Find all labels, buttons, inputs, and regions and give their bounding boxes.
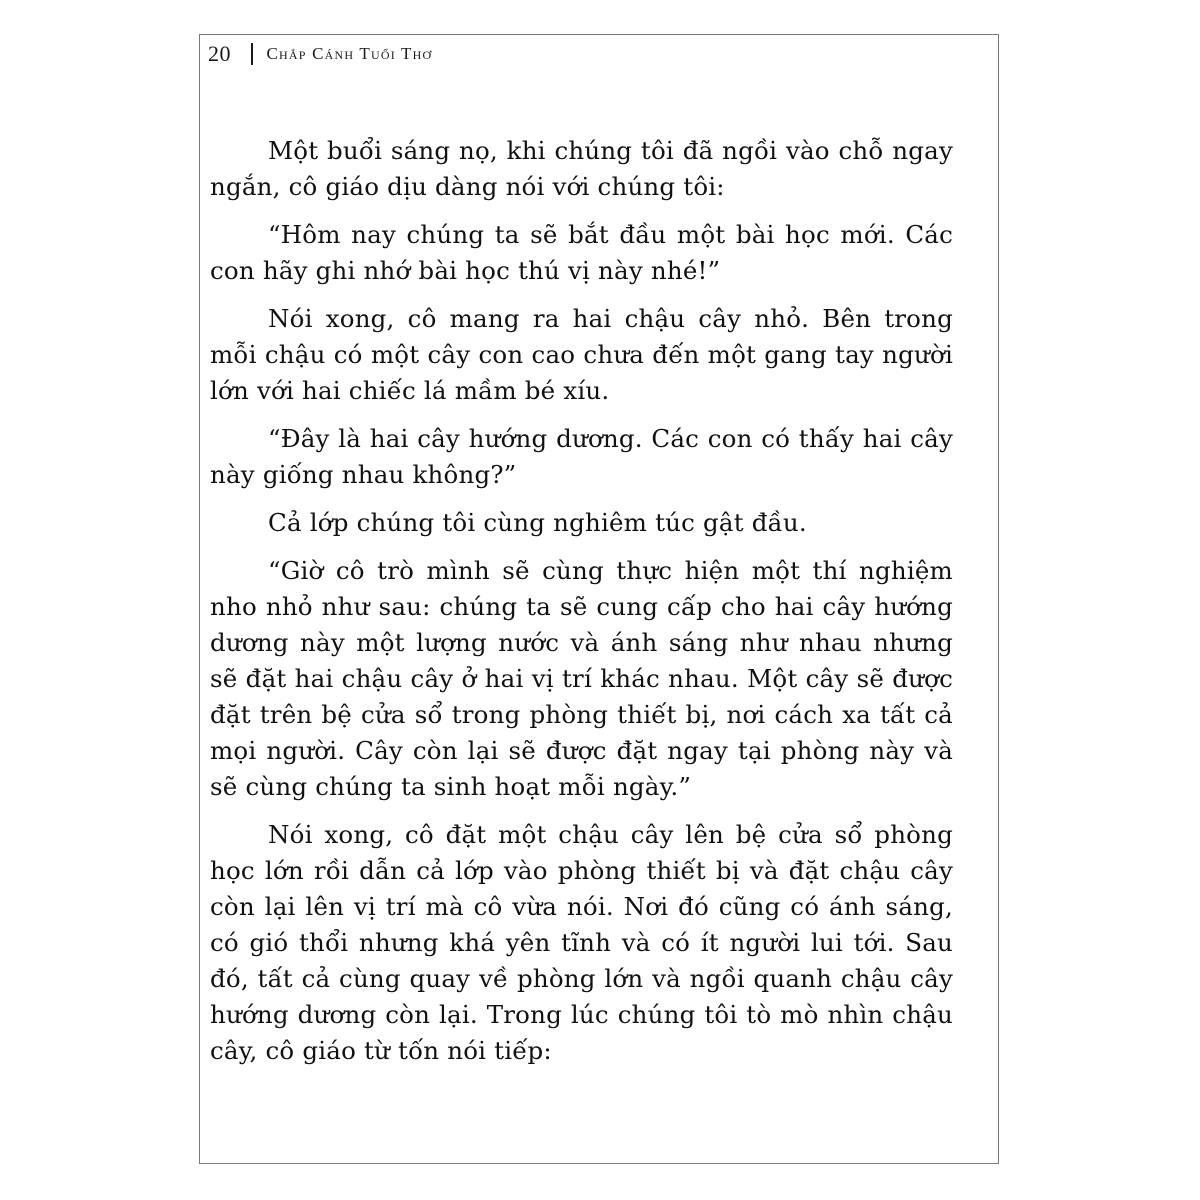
page-number: 20 — [208, 41, 231, 66]
header-divider — [251, 43, 253, 65]
paragraph: Một buổi sáng nọ, khi chúng tôi đã ngồi vào chỗ ngay ngắn, cô giáo dịu dàng nói với chúng tôi: — [210, 136, 953, 201]
page-header — [208, 41, 432, 67]
paragraph: Nói xong, cô đặt một chậu cây lên bệ cửa sổ phòng học lớn rồi dẫn cả lớp vào phòng thiết bị và đặt chậu cây còn lại lên vị trí mà cô vừa nói. Nơi đó cũng có ánh sáng, có gió thổi nhưng khá yên tĩnh và có ít người lui tới. Sau đó, tất cả cùng quay về phòng lớn và ngồi quanh chậu cây hướng dương còn lại. Trong lúc chúng tôi tò mò nhìn chậu cây, cô giáo từ tốn nói tiếp: — [210, 820, 953, 1065]
body-text — [210, 133, 953, 1081]
paragraph: “Đây là hai cây hướng dương. Các con có thấy hai cây này giống nhau không?” — [210, 424, 953, 489]
book-page — [199, 34, 999, 1164]
paragraph: Cả lớp chúng tôi cùng nghiêm túc gật đầu. — [268, 508, 807, 537]
paragraph: “Hôm nay chúng ta sẽ bắt đầu một bài học mới. Các con hãy ghi nhớ bài học thú vị này nhé!” — [210, 220, 953, 285]
paragraph: “Giờ cô trò mình sẽ cùng thực hiện một thí nghiệm nho nhỏ như sau: chúng ta sẽ cung cấp cho hai cây hướng dương này một lượng nước và ánh sáng như nhau nhưng sẽ đặt hai chậu cây ở hai vị trí khác nhau. Một cây sẽ được đặt trên bệ cửa sổ trong phòng thiết bị, nơi cách xa tất cả mọi người. Cây còn lại sẽ được đặt ngay tại phòng này và sẽ cùng chúng ta sinh hoạt mỗi ngày.” — [210, 556, 953, 801]
paragraph: Nói xong, cô mang ra hai chậu cây nhỏ. Bên trong mỗi chậu có một cây con cao chưa đến một gang tay người lớn với hai chiếc lá mầm bé xíu. — [210, 304, 953, 405]
running-title: Chắp Cánh Tuổi Thơ — [266, 44, 433, 63]
